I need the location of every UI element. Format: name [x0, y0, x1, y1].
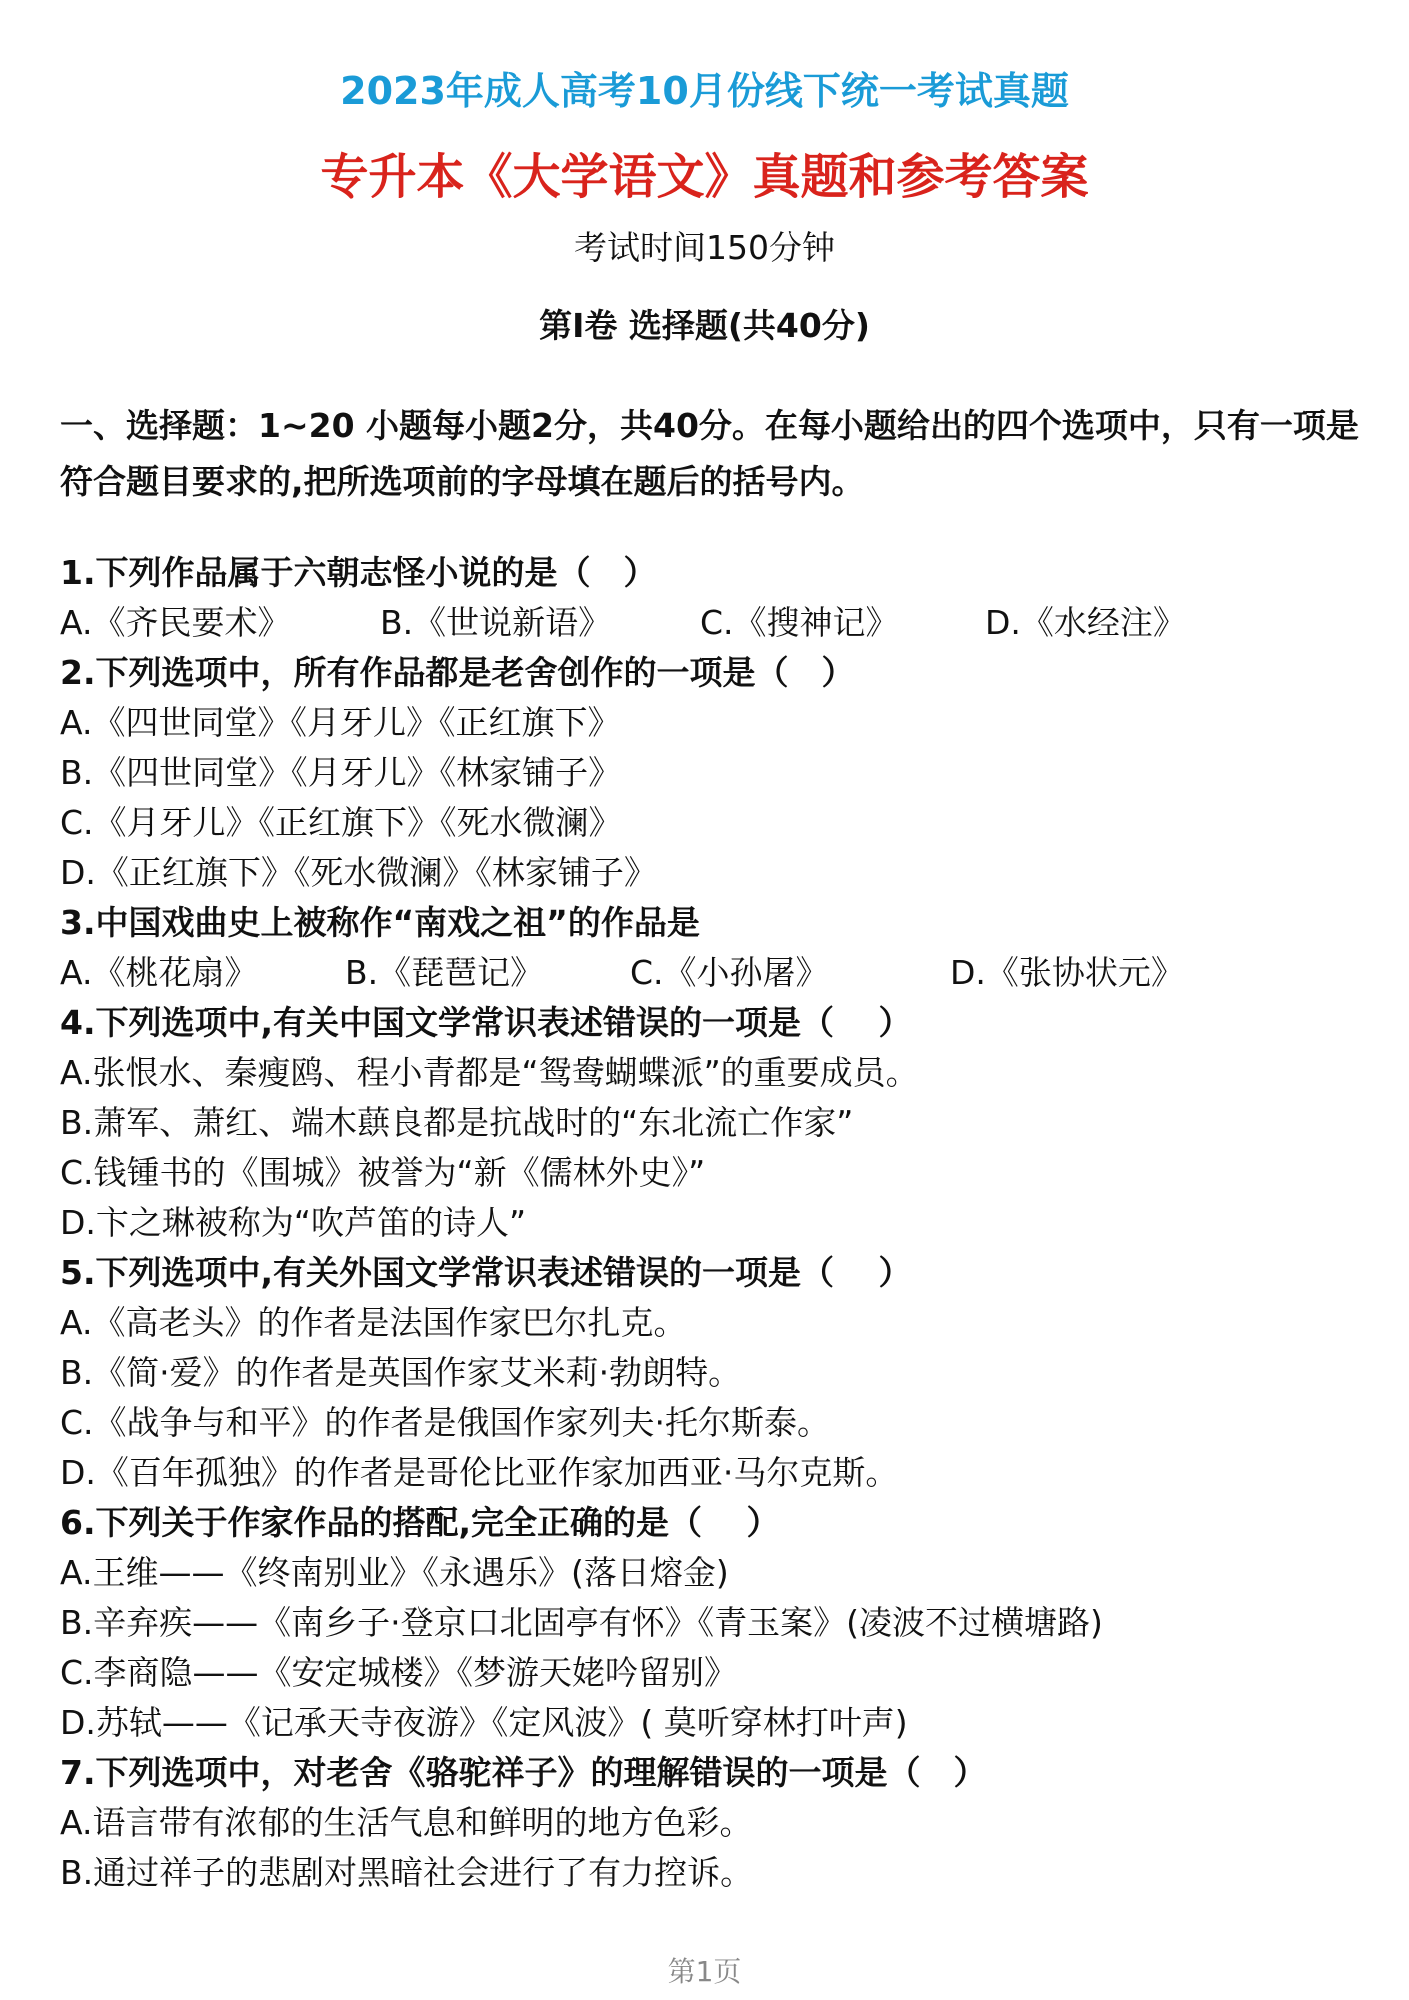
- option-d: D.《张协状元》: [950, 953, 1184, 992]
- question-3-options: [60, 948, 1360, 998]
- question-stem: 1.下列作品属于六朝志怪小说的是（ ）: [60, 553, 657, 592]
- question-6-stem: [60, 1498, 1360, 1548]
- question-stem: 5.下列选项中,有关外国文学常识表述错误的一项是（ ）: [60, 1253, 912, 1292]
- exam-subtitle: 专升本《大学语文》真题和参考答案: [320, 149, 1089, 205]
- question-stem: 6.下列关于作家作品的搭配,完全正确的是（ ）: [60, 1503, 780, 1542]
- question-stem: 3.中国戏曲史上被称作“南戏之祖”的作品是: [60, 903, 700, 942]
- question-stem: 4.下列选项中,有关中国文学常识表述错误的一项是（ ）: [60, 1003, 912, 1042]
- question-1-stem: [60, 548, 1360, 598]
- page-number: 第1页: [667, 1955, 742, 1988]
- question-5-option-b: B.《简·爱》的作者是英国作家艾米莉·勃朗特。: [60, 1353, 742, 1392]
- question-2-option-c: C.《月牙儿》《正红旗下》《死水微澜》: [60, 803, 622, 842]
- question-3-stem: [60, 898, 1360, 948]
- question-2-option-a: A.《四世同堂》《月牙儿》《正红旗下》: [60, 703, 621, 742]
- question-7-stem: [60, 1748, 1360, 1798]
- question-4-stem: [60, 998, 1360, 1048]
- question-5-option-c: C.《战争与和平》的作者是俄国作家列夫·托尔斯泰。: [60, 1403, 831, 1442]
- question-6-option-b: B.辛弃疾——《南乡子·登京口北固亭有怀》《青玉案》(凌波不过横塘路): [60, 1603, 1103, 1642]
- question-5-option-a: A.《高老头》的作者是法国作家巴尔扎克。: [60, 1303, 687, 1342]
- option-b: B.《琵琶记》: [345, 953, 544, 992]
- question-stem: 7.下列选项中，对老舍《骆驼祥子》的理解错误的一项是（ ）: [60, 1753, 987, 1792]
- question-4-option-d: D.卞之琳被称为“吹芦笛的诗人”: [60, 1203, 527, 1242]
- question-6-option-d: D.苏轼——《记承天寺夜游》《定风波》( 莫听穿林打叶声): [60, 1703, 908, 1742]
- question-4-option-a: A.张恨水、秦瘦鸥、程小青都是“鸳鸯蝴蝶派”的重要成员。: [60, 1053, 919, 1092]
- option-c: C.《小孙屠》: [630, 953, 829, 992]
- question-2-option-d: D.《正红旗下》《死水微澜》《林家铺子》: [60, 853, 657, 892]
- option-a: A.《桃花扇》: [60, 953, 258, 992]
- question-7-option-b: B.通过祥子的悲剧对黑暗社会进行了有力控诉。: [60, 1853, 754, 1892]
- instructions: 一、选择题：1~20 小题每小题2分，共40分。在每小题给出的四个选项中，只有一项是符合题目要求的,把所选项前的字母填在题后的括号内。: [60, 406, 1359, 501]
- exam-time: 考试时间150分钟: [574, 228, 835, 267]
- exam-title: 2023年成人高考10月份线下统一考试真题: [340, 69, 1069, 113]
- question-6-option-a: A.王维——《终南别业》《永遇乐》(落日熔金): [60, 1553, 729, 1592]
- option-b: B.《世说新语》: [380, 603, 612, 642]
- question-6-option-c: C.李商隐——《安定城楼》《梦游天姥吟留别》: [60, 1653, 738, 1692]
- option-d: D.《水经注》: [985, 603, 1186, 642]
- question-7-option-a: A.语言带有浓郁的生活气息和鲜明的地方色彩。: [60, 1803, 753, 1842]
- question-2-option-b: B.《四世同堂》《月牙儿》《林家铺子》: [60, 753, 622, 792]
- option-c: C.《搜神记》: [700, 603, 899, 642]
- question-1-options: [60, 598, 1360, 648]
- option-a: A.《齐民要术》: [60, 603, 291, 642]
- question-2-stem: [60, 648, 1360, 698]
- question-5-stem: [60, 1248, 1360, 1298]
- question-4-option-b: B.萧军、萧红、端木蕻良都是抗战时的“东北流亡作家”: [60, 1103, 854, 1142]
- section-title: 第I卷 选择题(共40分): [539, 306, 870, 345]
- question-5-option-d: D.《百年孤独》的作者是哥伦比亚作家加西亚·马尔克斯。: [60, 1453, 899, 1492]
- question-4-option-c: C.钱锺书的《围城》被誉为“新《儒林外史》”: [60, 1153, 706, 1192]
- question-stem: 2.下列选项中，所有作品都是老舍创作的一项是（ ）: [60, 653, 855, 692]
